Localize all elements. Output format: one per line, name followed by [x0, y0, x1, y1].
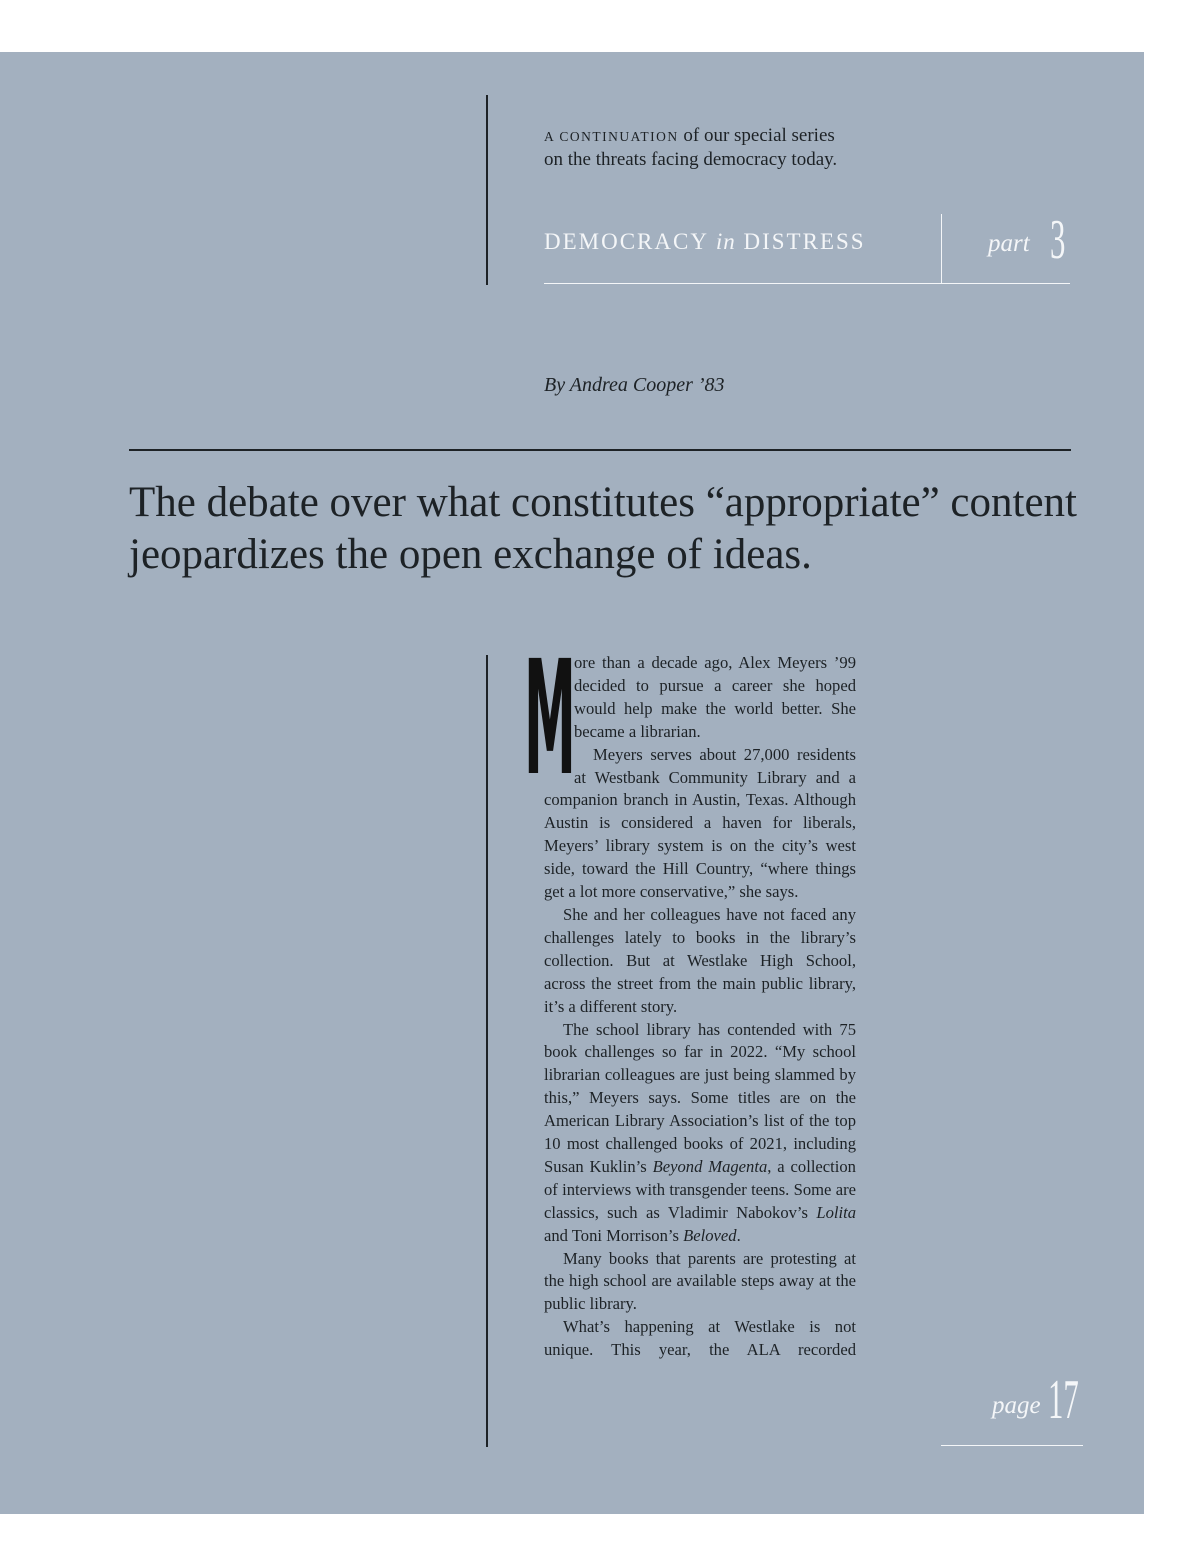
paragraph-2: Meyers serves about 27,000 residents at Westbank Community Library and a companion branch in Austin, Texas. Although Austin is considered a haven for liberals, Meyers’ library system is on the city’s west side, toward the Hill Country, “where things get a lot more conservative,” she says. [544, 744, 856, 902]
drop-cap [524, 627, 576, 811]
paragraph-4 [544, 1019, 856, 1248]
part-label: part [988, 230, 1030, 257]
page-underline [941, 1445, 1083, 1446]
paragraph-1 [524, 627, 856, 811]
paragraph-4-text-d: . [736, 1225, 741, 1245]
page-number: 17 [1048, 1369, 1079, 1431]
drop-cap-letter: M [524, 627, 576, 811]
paragraph-4-text-a: The school library has contended with 75 book challenges so far in 2022. “My school librarian colleagues are just being slammed by this,” Meyers says. Some titles are on the American Library Association’s list of the top 10 most challenged books of 2021, including Susan Kuklin’s [544, 1019, 856, 1176]
headline: The debate over what constitutes “appropriate” content jeopardizes the open exchange of ideas. [129, 479, 1077, 578]
headline-rule [129, 449, 1071, 451]
book-title-beyond-magenta: Beyond Magenta [652, 1156, 768, 1176]
book-title-beloved: Beloved [683, 1225, 737, 1245]
byline: By Andrea Cooper ’83 [544, 374, 725, 396]
series-title [544, 229, 866, 255]
series-underline [544, 283, 1070, 284]
series-word-in: in [715, 229, 736, 254]
page-label: page [992, 1392, 1041, 1419]
series-intro [544, 124, 844, 171]
intro-smallcaps: A CONTINUATION [544, 129, 679, 144]
page-background [0, 52, 1144, 1514]
paragraph-5: Many books that parents are protesting at the high school are available steps away at the public library. [544, 1248, 856, 1314]
series-word-distress: DISTRESS [743, 229, 866, 254]
paragraph-6: What’s happening at Westlake is not unique. This year, the ALA recorded [544, 1317, 856, 1360]
part-number: 3 [1050, 209, 1066, 271]
paragraph-3: She and her colleagues have not faced any challenges lately to books in the library’s collection. But at Westlake High School, across the street from the main public library, it’s a different story. [544, 904, 856, 1016]
vertical-rule-top [486, 95, 488, 285]
paragraph-4-text-b: , a collection of interviews with transgender teens. Some are classics, such as Vladimir Nabokov’s [544, 1156, 856, 1222]
vertical-rule-body [486, 655, 488, 1447]
intro-text: of our special series on the threats facing democracy today. [544, 125, 838, 170]
book-title-lolita: Lolita [816, 1202, 856, 1222]
part-divider [941, 214, 942, 284]
article-body [524, 627, 856, 1362]
paragraph-4-text-c: and Toni Morrison’s [544, 1225, 684, 1245]
paragraph-1-text: ore than a decade ago, Alex Meyers ’99 decided to pursue a career she hoped would help make the world better. She became a librarian. [574, 653, 856, 741]
series-word-democracy: DEMOCRACY [544, 229, 709, 254]
